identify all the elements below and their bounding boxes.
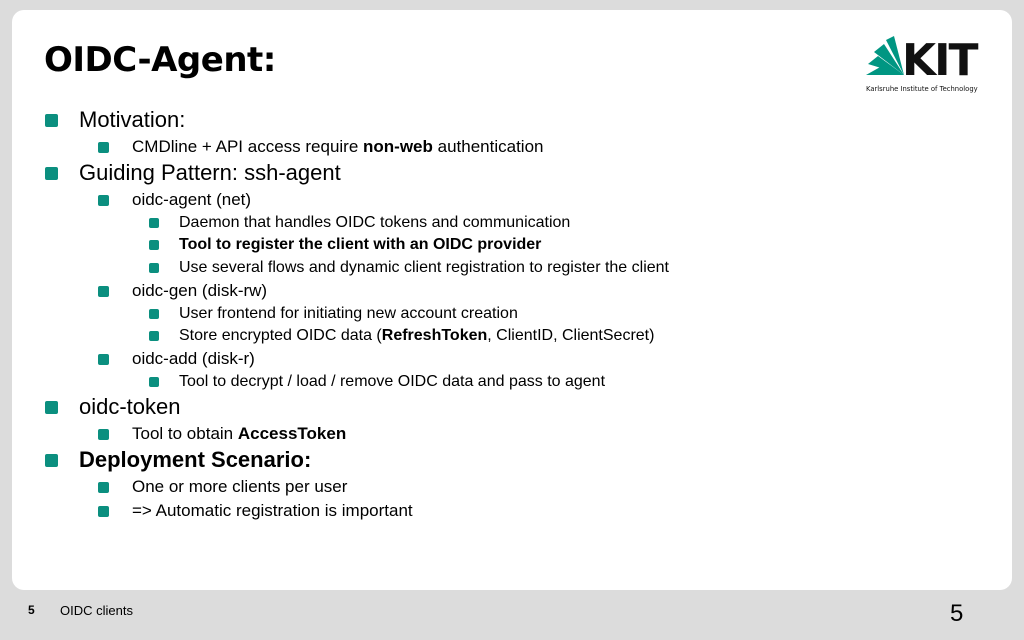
bullet-text-bold: RefreshToken [381, 327, 488, 344]
bullet-square-icon [45, 401, 58, 414]
bullet-square-icon [149, 263, 159, 273]
list-item [179, 327, 654, 345]
bullet-text: oidc-agent (net) [132, 190, 252, 209]
list-item [132, 424, 346, 444]
bullet-text-bold: AccessToken [237, 424, 347, 443]
list-item [179, 236, 541, 254]
bullet-text: Guiding Pattern: ssh-agent [79, 160, 341, 185]
bullet-text: Tool to obtain [132, 424, 238, 443]
list-item [132, 190, 251, 210]
bullet-text: Use several flows and dynamic client registration to register the client [179, 259, 669, 276]
footer-section-title: OIDC clients [60, 603, 133, 618]
slide [12, 10, 1012, 590]
kit-tagline: Karlsruhe Institute of Technology [866, 85, 978, 93]
bullet-square-icon [98, 482, 109, 493]
list-item [79, 394, 181, 420]
bullet-square-icon [98, 142, 109, 153]
bullet-square-icon [98, 354, 109, 365]
bullet-text: oidc-add (disk-r) [132, 349, 255, 368]
list-item [179, 373, 605, 391]
bullet-square-icon [98, 506, 109, 517]
bullet-text: One or more clients per user [132, 477, 348, 496]
list-item [132, 477, 347, 497]
bullet-square-icon [149, 240, 159, 250]
kit-wordmark: KIT [902, 35, 977, 86]
bullet-text: authentication [432, 137, 544, 156]
bullet-text: Motivation: [79, 107, 186, 132]
bullet-square-icon [149, 309, 159, 319]
bullet-square-icon [98, 195, 109, 206]
bullet-square-icon [45, 454, 58, 467]
footer-slide-number: 5 [28, 603, 35, 617]
list-item [79, 447, 311, 473]
bullet-text: , ClientID, ClientSecret) [487, 327, 655, 344]
kit-logo-rays [866, 36, 904, 75]
list-item [179, 305, 518, 323]
bullet-square-icon [98, 286, 109, 297]
list-item [132, 501, 413, 521]
bullet-square-icon [45, 167, 58, 180]
bullet-text: Daemon that handles OIDC tokens and communication [179, 214, 571, 231]
bullet-square-icon [149, 377, 159, 387]
bullet-square-icon [98, 429, 109, 440]
bullet-text: User frontend for initiating new account creation [179, 305, 518, 322]
list-item [79, 160, 341, 186]
bullet-square-icon [45, 114, 58, 127]
list-item [132, 137, 544, 157]
bullet-text: oidc-token [79, 394, 181, 419]
list-item [179, 259, 669, 277]
bullet-text: => Automatic registration is important [132, 501, 413, 520]
list-item [179, 214, 570, 232]
bullet-text-bold: Tool to register the client with an OIDC provider [179, 236, 542, 253]
bullet-text-bold: non-web [363, 137, 433, 156]
slide-title: OIDC-Agent: [44, 40, 276, 80]
bullet-text: CMDline + API access require [132, 137, 364, 156]
bullet-text: Store encrypted OIDC data ( [179, 327, 382, 344]
bullet-text: Tool to decrypt / load / remove OIDC data and pass to agent [179, 373, 606, 390]
kit-logo [864, 28, 984, 98]
list-item [132, 349, 255, 369]
bullet-text-bold: Deployment Scenario: [79, 447, 312, 472]
bullet-square-icon [149, 331, 159, 341]
bullet-text: oidc-gen (disk-rw) [132, 281, 268, 300]
list-item [79, 107, 185, 133]
bullet-square-icon [149, 218, 159, 228]
list-item [132, 281, 267, 301]
page-number: 5 [950, 600, 964, 627]
